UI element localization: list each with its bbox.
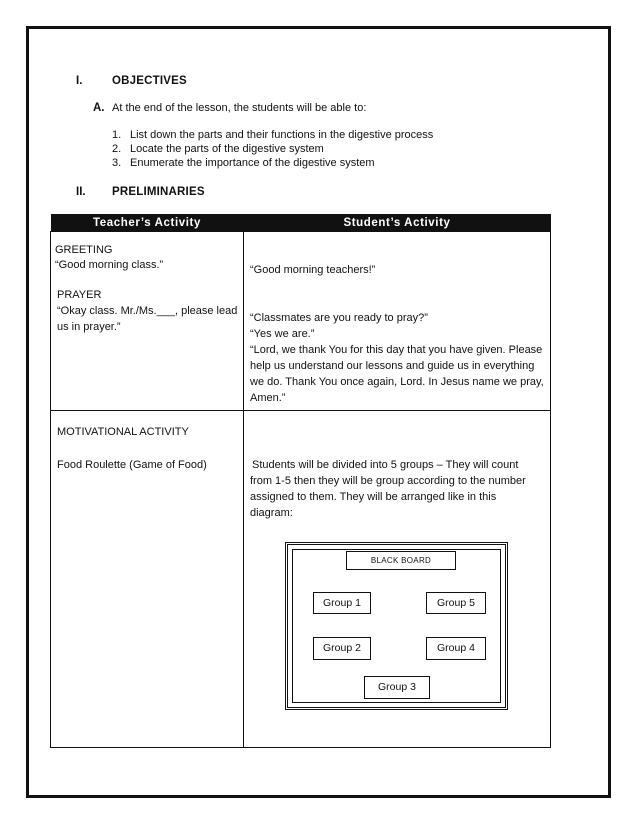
group-4-box: Group 4 bbox=[426, 637, 486, 660]
student-greeting: “Good morning teachers!” bbox=[250, 264, 376, 276]
objective-list bbox=[112, 128, 433, 170]
objective-item: 3. Enumerate the importance of the digestive system bbox=[112, 157, 375, 169]
teacher-cell-motivation bbox=[51, 411, 244, 748]
teacher-activity-header: Teacher’s Activity bbox=[51, 214, 244, 232]
objective-item: 1. List down the parts and their functions in the digestive process bbox=[112, 129, 434, 141]
activity-name: Food Roulette (Game of Food) bbox=[57, 459, 207, 471]
section-title-objectives: OBJECTIVES bbox=[112, 75, 187, 87]
group-3-box: Group 3 bbox=[364, 676, 430, 699]
greeting-text: “Good morning class.” bbox=[55, 259, 164, 271]
student-prayer-line: “Yes we are.” bbox=[250, 328, 315, 340]
prayer-text-2: us in prayer.” bbox=[57, 321, 121, 333]
student-prayer-line: Amen.” bbox=[250, 392, 286, 404]
prayer-label: PRAYER bbox=[57, 289, 102, 301]
group-5-box: Group 5 bbox=[426, 592, 486, 614]
student-prayer-line: help us understand our lessons and guide us in everything bbox=[250, 360, 535, 372]
student-instruction-line: from 1-5 then they will be group according to the number bbox=[250, 475, 526, 487]
section-title-preliminaries: PRELIMINARIES bbox=[112, 186, 205, 198]
objective-item: 2. Locate the parts of the digestive system bbox=[112, 143, 324, 155]
group-1-box: Group 1 bbox=[313, 592, 371, 614]
student-instruction-line: diagram: bbox=[250, 507, 293, 519]
teacher-cell-greeting bbox=[51, 232, 244, 411]
student-prayer-line: we do. Thank You once again, Lord. In Jesus name we pray, bbox=[250, 376, 544, 388]
section-number-objectives: I. bbox=[76, 75, 83, 87]
student-prayer-line: “Classmates are you ready to pray?” bbox=[250, 312, 428, 324]
prayer-text-1: “Okay class. Mr./Ms.___, please lead bbox=[57, 305, 238, 317]
objective-sub-letter: A. bbox=[93, 102, 105, 114]
student-prayer-line: “Lord, we thank You for this day that you have given. Please bbox=[250, 344, 543, 356]
group-2-box: Group 2 bbox=[313, 637, 371, 660]
student-cell-greeting bbox=[244, 232, 551, 411]
student-instruction-line: assigned to them. They will be arranged like in this bbox=[250, 491, 497, 503]
motivational-activity-label: MOTIVATIONAL ACTIVITY bbox=[57, 426, 189, 438]
section-number-preliminaries: II. bbox=[76, 186, 86, 198]
student-activity-header: Student’s Activity bbox=[244, 214, 551, 232]
black-board-box: BLACK BOARD bbox=[346, 551, 456, 570]
student-instruction-line: Students will be divided into 5 groups – They will count bbox=[252, 459, 519, 471]
greeting-label: GREETING bbox=[55, 244, 113, 256]
objective-intro: At the end of the lesson, the students will be able to: bbox=[112, 102, 367, 114]
